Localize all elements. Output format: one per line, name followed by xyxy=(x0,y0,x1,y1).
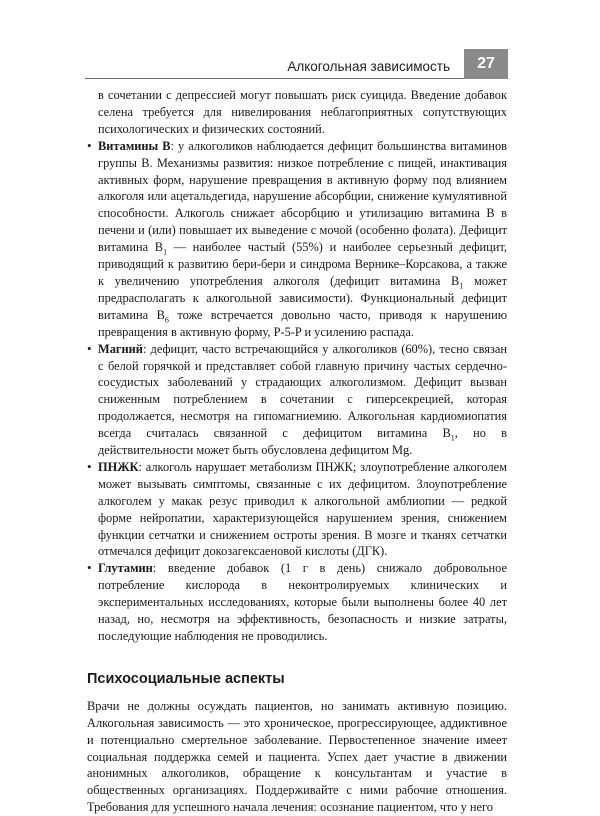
header-title: Алкогольная зависимость xyxy=(85,56,464,79)
bullet-text: может предрасполагать к алкогольной зависимости). Функциональный дефицит витамина B xyxy=(98,273,507,322)
subscript: 6 xyxy=(164,315,169,325)
subscript: 1 xyxy=(450,433,455,443)
bullet-glutamine xyxy=(87,560,507,645)
page-body xyxy=(87,87,507,816)
bullet-text: : у алкоголиков наблюдается дефицит большинства витаминов группы B. Механизмы развития: низкое потребление с пищей, инактивация активных форм, нарушение превращения в активную форму под влиянием алкоголя или ацетальдегида, нарушение абсорбции, снижение кумулятивной способности. Алкоголь снижает абсорбцию и утилизацию витамина B в печени и (или) повышает их выведение с мочой (особенно фолата). Дефицит витамина B xyxy=(98,138,507,255)
page-number: 27 xyxy=(464,49,508,79)
bullet-text: , но в действительности может быть обусловлена дефицитом Mg. xyxy=(98,426,507,458)
bullet-text: : алкоголь нарушает метаболизм ПНЖК; злоупотребление алкоголем может вызывать симптомы, связанные с их дефицитом. Злоупотребление алкоголем у макак резус приводил к алкогольной амблиопии — редкой форме нейропатии, характеризующейся нарушением зрения, снижением функции сетчатки и снижением остроты зрения. В мозге и тканях сетчатки отмечался дефицит докозагексаеновой кислоты (ДГК). xyxy=(98,459,507,559)
bullet-term: ПНЖК xyxy=(98,459,139,474)
subscript: 1 xyxy=(163,247,168,257)
nutrient-list xyxy=(87,138,507,645)
section-paragraph: Врачи не должны осуждать пациентов, но занимать активную позицию. Алкогольная зависимость — это хроническое, прогрессирующее, аддиктивное и потенциально смертельное заболевание. Первостепенное значение имеет социальная поддержка семей и пациента. Успех дает участие в движении анонимных алкоголиков, обращение к консультантам и участие в общественных организациях. Поддерживайте с ними рабочие отношения. Требования для успешного начала лечения: осознание пациентом, что у него xyxy=(87,698,507,815)
section-heading: Психосоциальные аспекты xyxy=(87,670,285,687)
bullet-pufa xyxy=(87,459,507,560)
bullet-magnesium xyxy=(87,341,507,459)
bullet-text: тоже встречается довольно часто, приводя к нарушению превращения в активную форму, P-5-P и усилению распада. xyxy=(98,307,507,339)
bullet-text: : дефицит, часто встречающийся у алкоголиков (60%), тесно связан с белой горячкой и представляет собой главную причину частых сердечно-сосудистых заболеваний у страдающих алкоголизмом. Дефицит вызван сниженным потреблением в сочетании с гиперсекрецией, которая продолжается, несмотря на гипомагниемию. Алкогольная кардиомиопатия всегда считалась связанной с дефицитом витамина B xyxy=(98,341,507,441)
bullet-term: Магний xyxy=(98,341,143,356)
running-header xyxy=(85,49,508,79)
bullet-term: Витамины B xyxy=(98,138,171,153)
bullet-text: — наиболее частый (55%) и наиболее серьезный дефицит, приводящий к развитию бери-бери и синдрома Вернике–Корсакова, а также к увеличению употребления алкоголя (дефицит витамина B xyxy=(98,240,508,288)
intro-continuation: в сочетании с депрессией могут повышать риск суицида. Введение добавок селена требуется для нивелирования неблагоприятных сопутствующих психологических и физических состояний. xyxy=(98,88,507,136)
bullet-text: : введение добавок (1 г в день) снижало добровольное потребление кислорода в неконтролируемых клинических и экспериментальных исследованиях, которые были выполнены более 40 лет назад, но, несмотря на эффективность, безопасность и низкие затраты, последующие наблюдения не проводились. xyxy=(98,561,507,643)
subscript: 1 xyxy=(459,281,464,291)
bullet-term: Глутамин xyxy=(98,561,153,576)
bullet-vitamin-b xyxy=(87,138,507,341)
